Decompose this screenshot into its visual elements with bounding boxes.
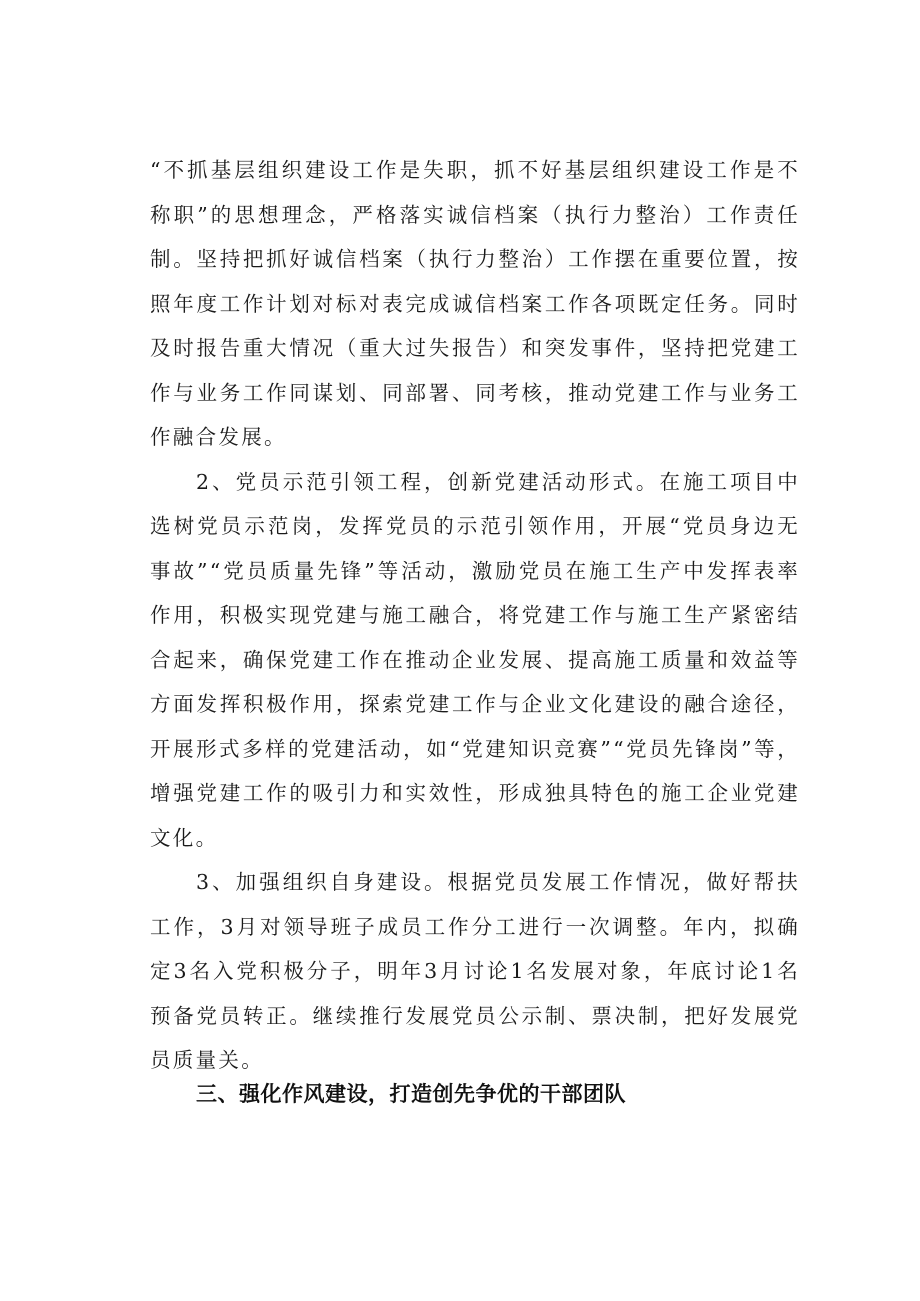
paragraph-item-3: 3、加强组织自身建设。根据党员发展工作情况，做好帮扶工作，3月对领导班子成员工作分工进行一次调整。年内，拟确定3名入党积极分子，明年3月讨论1名发展对象，年底讨论1名预备党员转正。继续推行发展党员公示制、票决制，把好发展党员质量关。: [150, 870, 800, 1072]
section-heading: 三、强化作风建设，打造创先争优的干部团队: [196, 1082, 626, 1106]
document-body: [150, 148, 800, 1083]
paragraph-item-2: 2、党员示范引领工程，创新党建活动形式。在施工项目中选树党员示范岗，发挥党员的示范引领作用，开展“党员身边无事故”“党员质量先锋”等活动，激励党员在施工生产中发挥表率作用，积极实现党建与施工融合，将党建工作与施工生产紧密结合起来，确保党建工作在推动企业发展、提高施工质量和效益等方面发挥积极作用，探索党建工作与企业文化建设的融合途径，开展形式多样的党建活动，如“党建知识竞赛”“党员先锋岗”等，增强党建工作的吸引力和实效性，形成独具特色的施工企业党建文化。: [150, 469, 800, 850]
paragraph-continuation: “不抓基层组织建设工作是失职，抓不好基层组织建设工作是不称职”的思想理念，严格落实诚信档案（执行力整治）工作责任制。坚持把抓好诚信档案（执行力整治）工作摆在重要位置，按照年度工作计划对标对表完成诚信档案工作各项既定任务。同时及时报告重大情况（重大过失报告）和突发事件，坚持把党建工作与业务工作同谋划、同部署、同考核，推动党建工作与业务工作融合发展。: [150, 158, 800, 449]
